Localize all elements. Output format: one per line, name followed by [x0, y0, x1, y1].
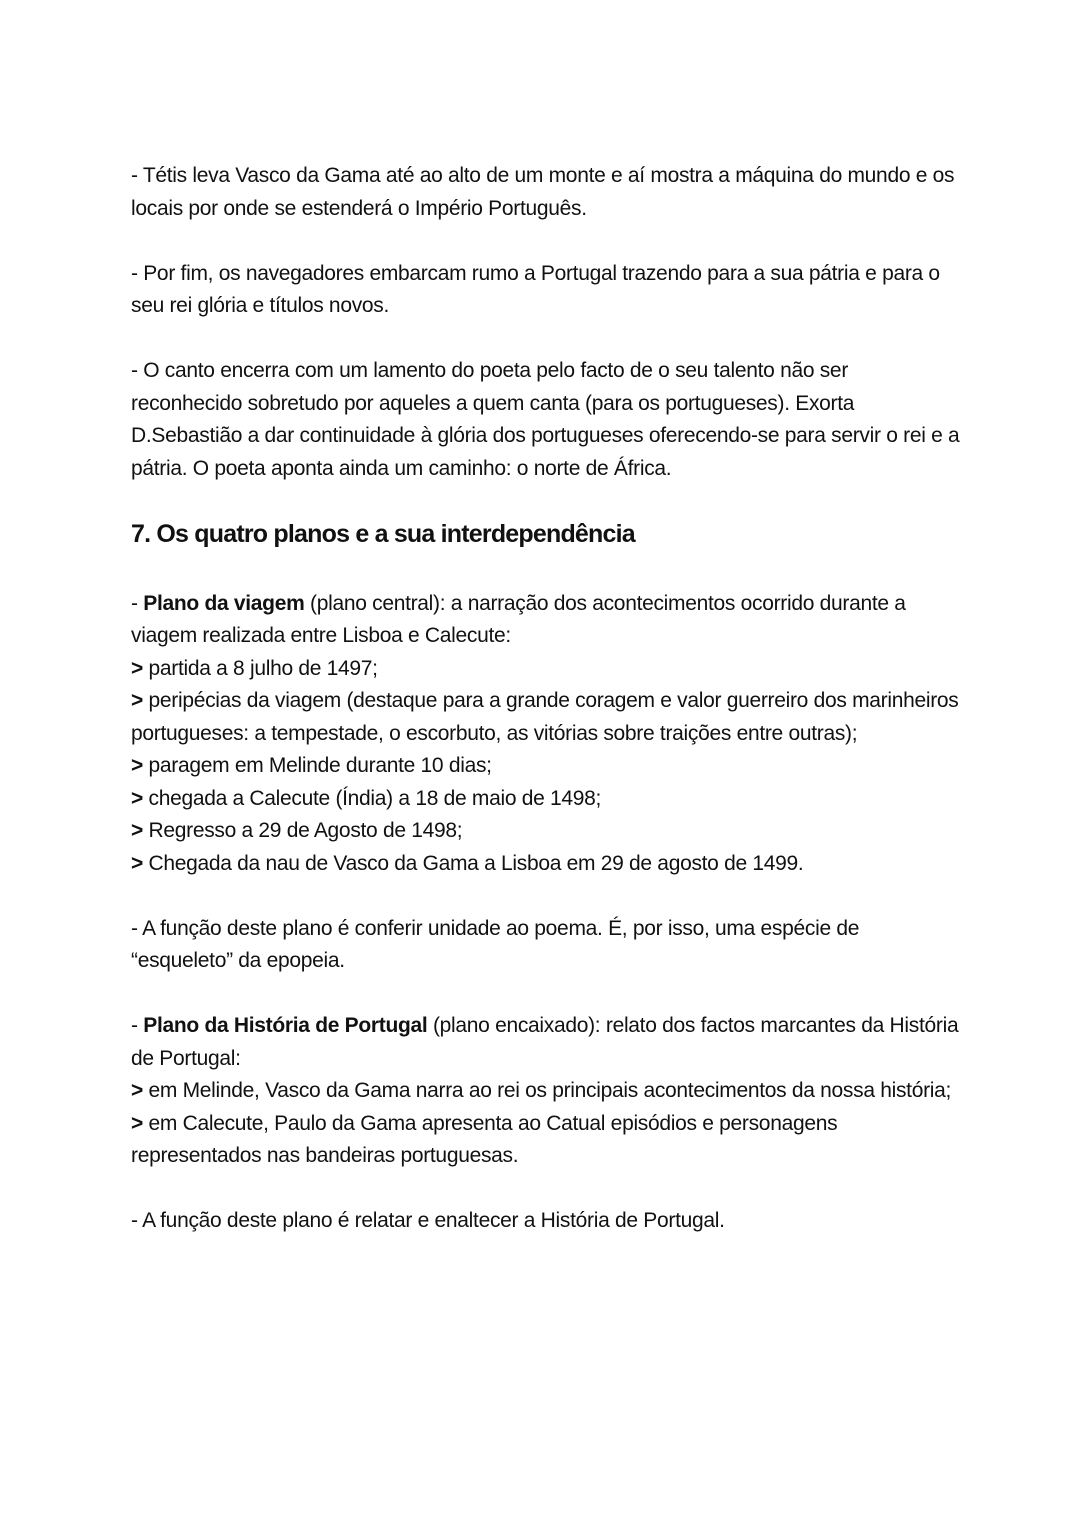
bullet-marker: >: [131, 656, 149, 680]
list-item-text: em Melinde, Vasco da Gama narra ao rei os principais acontecimentos da nossa história;: [148, 1079, 952, 1102]
list-item-text: chegada a Calecute (Índia) a 18 de maio de 1498;: [148, 786, 602, 810]
list-item: [131, 848, 961, 881]
plano-historia-function: - A função deste plano é relatar e enaltecer a História de Portugal.: [131, 1209, 725, 1232]
list-item-text: partida a 8 julho de 1497;: [148, 656, 378, 680]
paragraph-lamento: - O canto encerra com um lamento do poeta pelo facto de o seu talento não ser reconhecido sobretudo por aqueles a quem canta (para os portugueses). Exorta D.Sebastião a dar continuidade à glória dos portugueses oferecendo-se para servir o rei e a pátria. O poeta aponta ainda um caminho: o norte de África.: [131, 359, 960, 480]
bullet-marker: >: [131, 754, 149, 777]
list-item-text: peripécias da viagem (destaque para a grande coragem e valor guerreiro dos marinheiros portugueses: a tempestade, o escorbuto, as vitórias sobre traições entre outras);: [131, 689, 959, 745]
bullet-marker: >: [131, 1111, 149, 1135]
bullet-marker: >: [131, 1079, 149, 1102]
list-item-text: em Calecute, Paulo da Gama apresenta ao Catual episódios e personagens representados nas bandeiras portuguesas.: [131, 1111, 838, 1167]
list-item: [131, 1075, 961, 1108]
plano-viagem-block: [131, 588, 961, 881]
bullet-marker: >: [131, 851, 149, 875]
list-item: [131, 685, 961, 750]
plano-historia-intro: [131, 1010, 961, 1075]
list-item: [131, 783, 961, 816]
list-item: [131, 750, 961, 783]
bullet-marker: >: [131, 786, 149, 810]
document-page: [131, 160, 961, 1238]
paragraph-regresso: - Por fim, os navegadores embarcam rumo a Portugal trazendo para a sua pátria e para o seu rei glória e títulos novos.: [131, 261, 940, 317]
bullet-marker: >: [131, 819, 149, 842]
list-item-text: paragem em Melinde durante 10 dias;: [148, 754, 492, 777]
plano-viagem-prefix: -: [131, 591, 144, 615]
list-item-text: Regresso a 29 de Agosto de 1498;: [148, 819, 463, 842]
plano-viagem-title: Plano da viagem: [143, 591, 305, 615]
list-item: [131, 1108, 961, 1173]
plano-historia-prefix: -: [131, 1014, 144, 1037]
section-heading: 7. Os quatro planos e a sua interdependência: [131, 519, 635, 548]
plano-viagem-function: - A função deste plano é conferir unidade ao poema. É, por isso, uma espécie de “esqueleto” da epopeia.: [131, 916, 860, 972]
list-item: [131, 815, 961, 848]
list-item-text: Chegada da nau de Vasco da Gama a Lisboa em 29 de agosto de 1499.: [148, 851, 804, 875]
bullet-marker: >: [131, 689, 149, 712]
plano-viagem-intro: [131, 588, 961, 653]
paragraph-tetis: - Tétis leva Vasco da Gama até ao alto de um monte e aí mostra a máquina do mundo e os locais por onde se estenderá o Império Português.: [131, 164, 955, 220]
plano-viagem-rest: (plano central): a narração dos acontecimentos ocorrido durante a viagem realizada entre Lisboa e Calecute:: [131, 591, 906, 647]
plano-historia-block: [131, 1010, 961, 1173]
plano-historia-title: Plano da História de Portugal: [143, 1014, 428, 1037]
list-item: [131, 653, 961, 686]
plano-historia-rest: (plano encaixado): relato dos factos marcantes da História de Portugal:: [131, 1014, 959, 1070]
